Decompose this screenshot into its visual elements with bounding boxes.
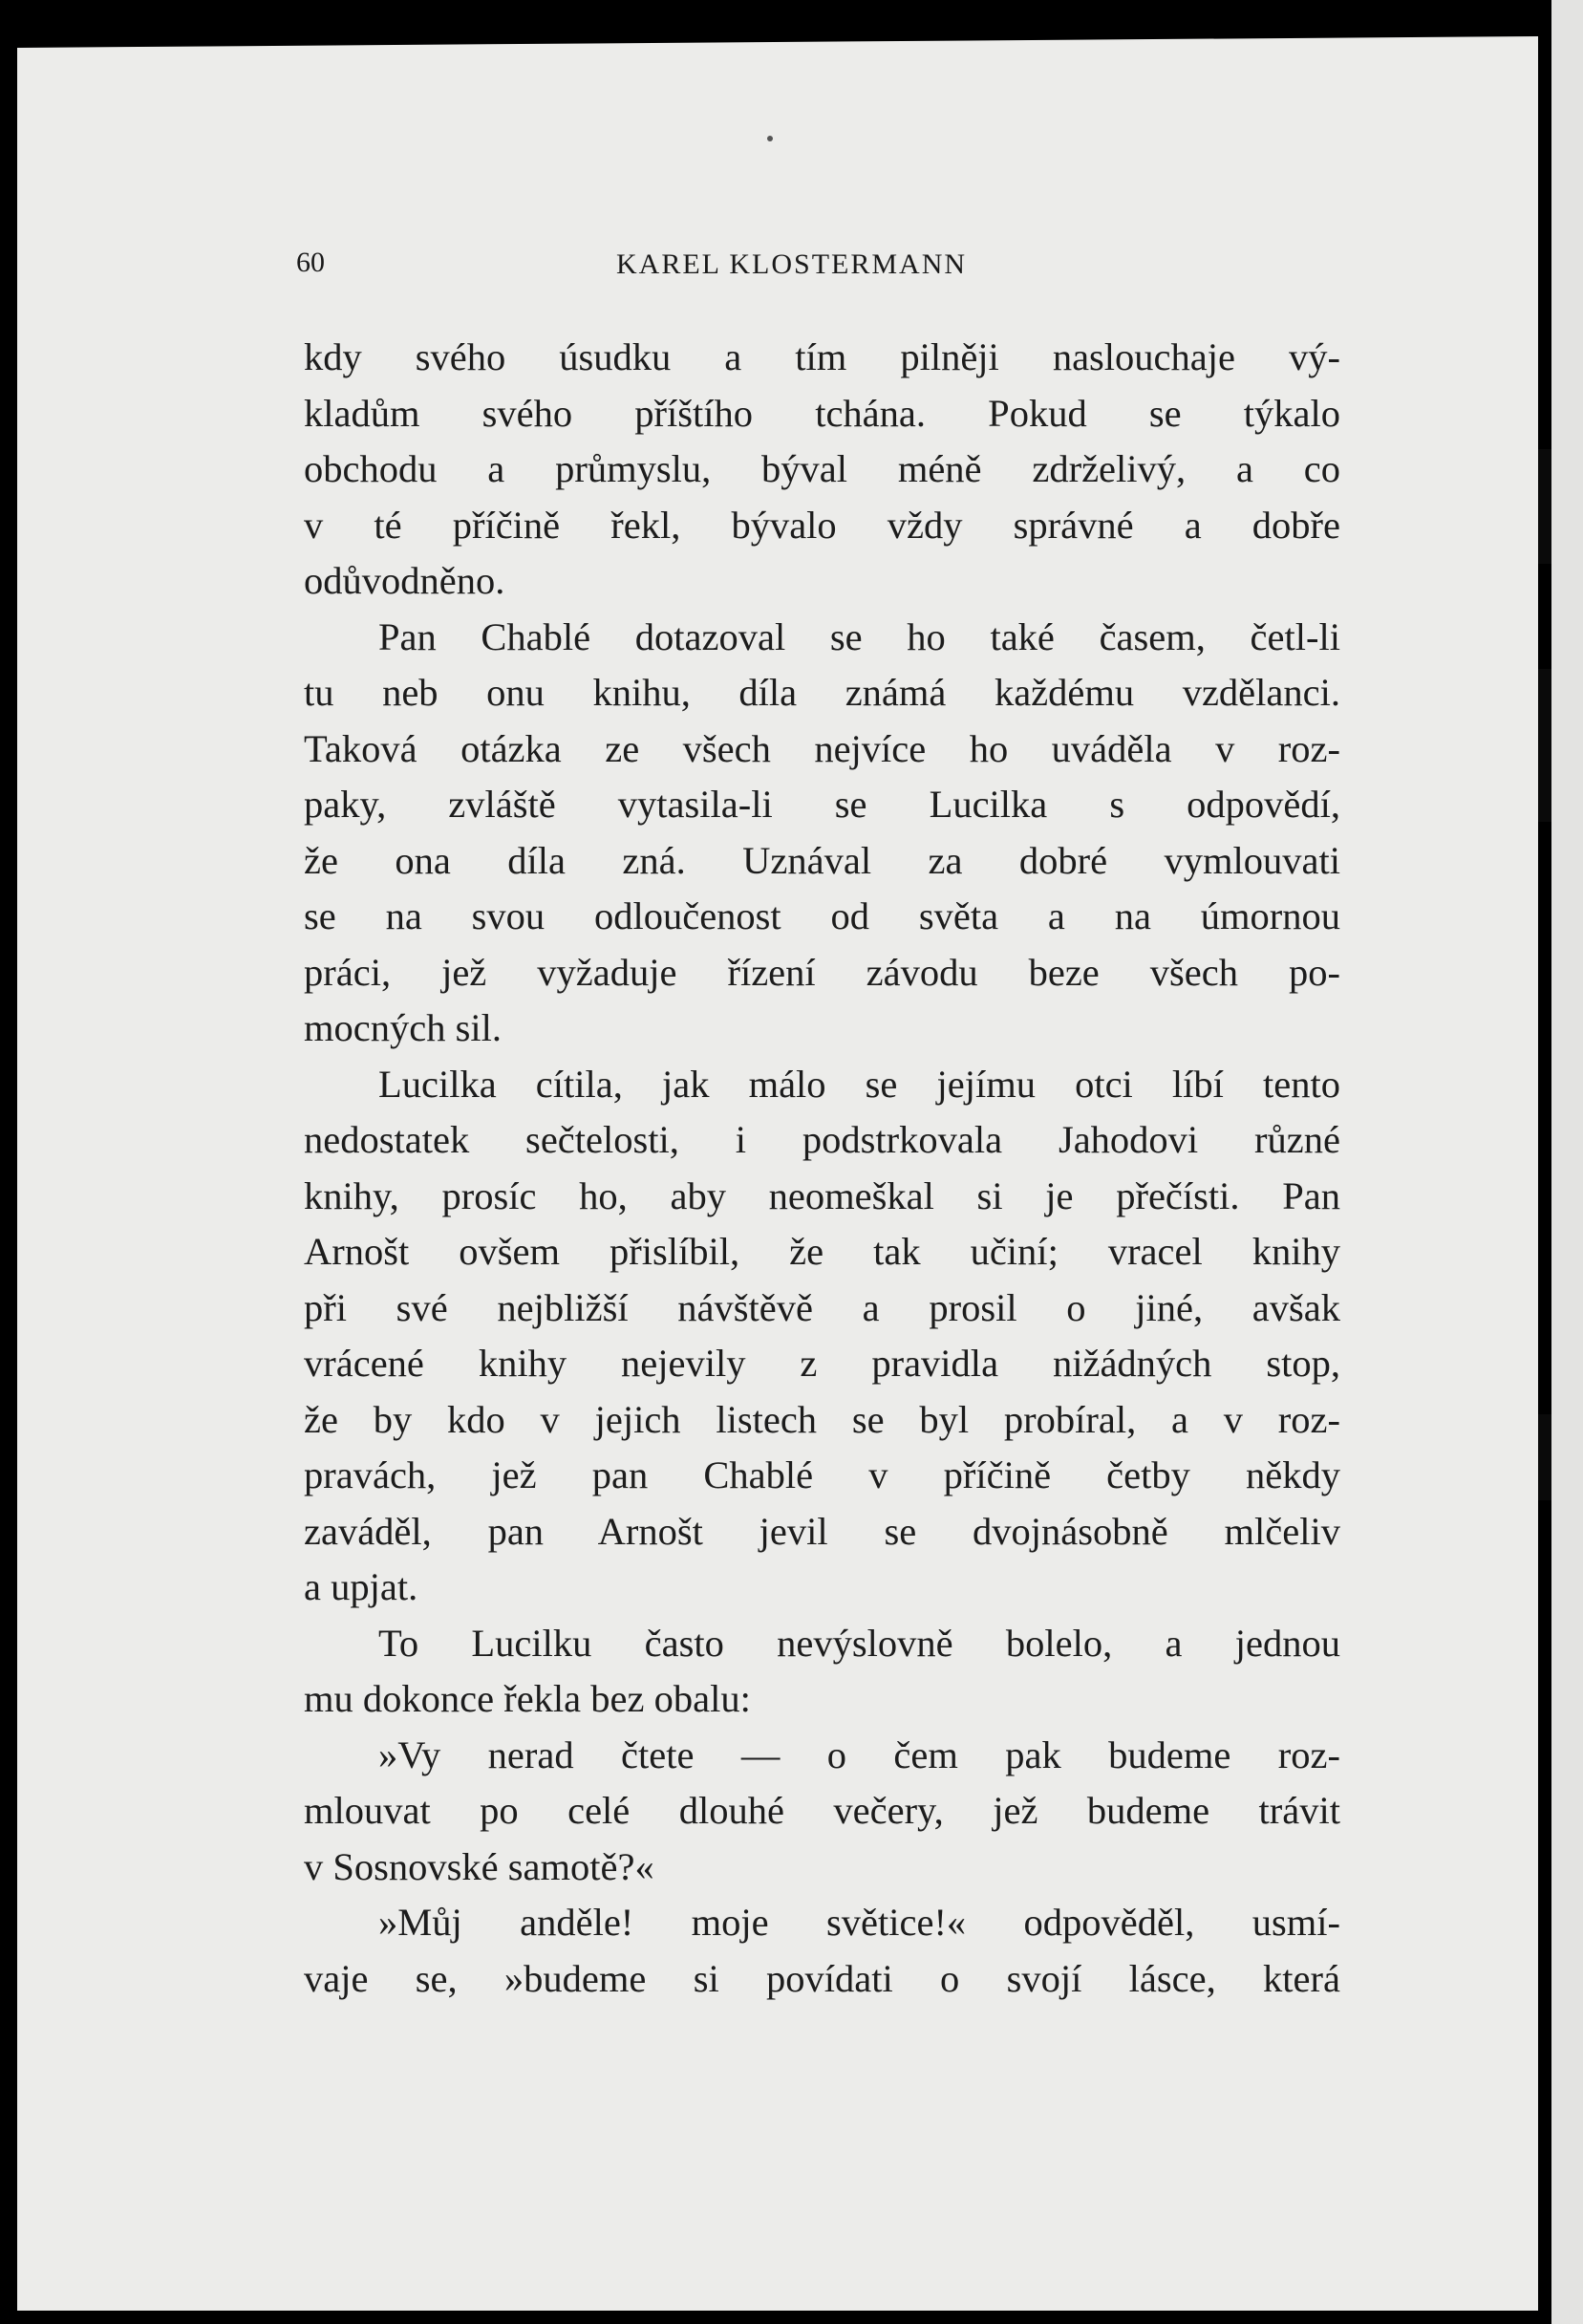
text-line: že by kdo v jejich listech se byl probíral, a v roz- (304, 1397, 1340, 1441)
next-page-edge (1551, 0, 1583, 2324)
ink-speck (767, 136, 773, 141)
binding-shadow (1538, 449, 1551, 564)
text-line: Taková otázka ze všech nejvíce ho uváděla v roz- (304, 726, 1340, 770)
text-line: že ona díla zná. Uznával za dobré vymlouvati (304, 838, 1340, 882)
binding-shadow (1538, 1414, 1551, 1500)
text-line: Arnošt ovšem přislíbil, že tak učiní; vracel knihy (304, 1230, 1340, 1273)
text-line: práci, jež vyžaduje řízení závodu beze všech po- (304, 950, 1340, 994)
text-line: odůvodněno. (304, 559, 505, 602)
body-text (304, 330, 1340, 2007)
text-line: pravách, jež pan Chablé v příčině četby někdy (304, 1453, 1340, 1496)
page-header (296, 247, 1347, 285)
text-line: Pan Chablé dotazoval se ho také časem, četl-li (378, 614, 1340, 658)
text-line: knihy, prosíc ho, aby neomeškal si je přečísti. Pan (304, 1173, 1340, 1217)
text-line: Lucilka cítila, jak málo se jejímu otci líbí tento (378, 1062, 1340, 1106)
text-line: »Můj anděle! moje světice!« odpověděl, usmí- (378, 1901, 1340, 1944)
text-line: mu dokonce řekla bez obalu: (304, 1677, 751, 1720)
text-line: To Lucilku často nevýslovně bolelo, a jednou (378, 1621, 1340, 1665)
text-line: a upjat. (304, 1565, 418, 1608)
text-line: v Sosnovské samotě?« (304, 1844, 654, 1888)
text-line: kdy svého úsudku a tím pilněji naslouchaje vý- (304, 335, 1340, 378)
text-line: »Vy nerad čtete — o čem pak budeme roz- (378, 1732, 1340, 1776)
text-line: paky, zvláště vytasila-li se Lucilka s odpovědí, (304, 783, 1340, 826)
running-head: KAREL KLOSTERMANN (616, 248, 968, 280)
page-number: 60 (296, 247, 325, 278)
text-line: zaváděl, pan Arnošt jevil se dvojnásobně mlčeliv (304, 1509, 1340, 1553)
text-line: vrácené knihy nejevily z pravidla nižádných stop, (304, 1342, 1340, 1385)
text-line: obchodu a průmyslu, býval méně zdrželivý, a co (304, 447, 1340, 490)
text-line: kladům svého příštího tchána. Pokud se týkalo (304, 391, 1340, 435)
text-line: při své nejbližší návštěvě a prosil o jiné, avšak (304, 1285, 1340, 1329)
text-line: se na svou odloučenost od světa a na úmornou (304, 894, 1340, 937)
text-line: mlouvat po celé dlouhé večery, jež budeme trávit (304, 1789, 1340, 1832)
text-line: vaje se, »budeme si povídati o svojí lásce, která (304, 1956, 1340, 2000)
text-line: v té příčině řekl, bývalo vždy správné a dobře (304, 503, 1340, 547)
binding-shadow (1538, 669, 1551, 822)
text-line: mocných sil. (304, 1006, 502, 1049)
text-line: nedostatek sečtelosti, i podstrkovala Jahodovi různé (304, 1118, 1340, 1161)
text-line: tu neb onu knihu, díla známá každému vzdělanci. (304, 671, 1340, 714)
